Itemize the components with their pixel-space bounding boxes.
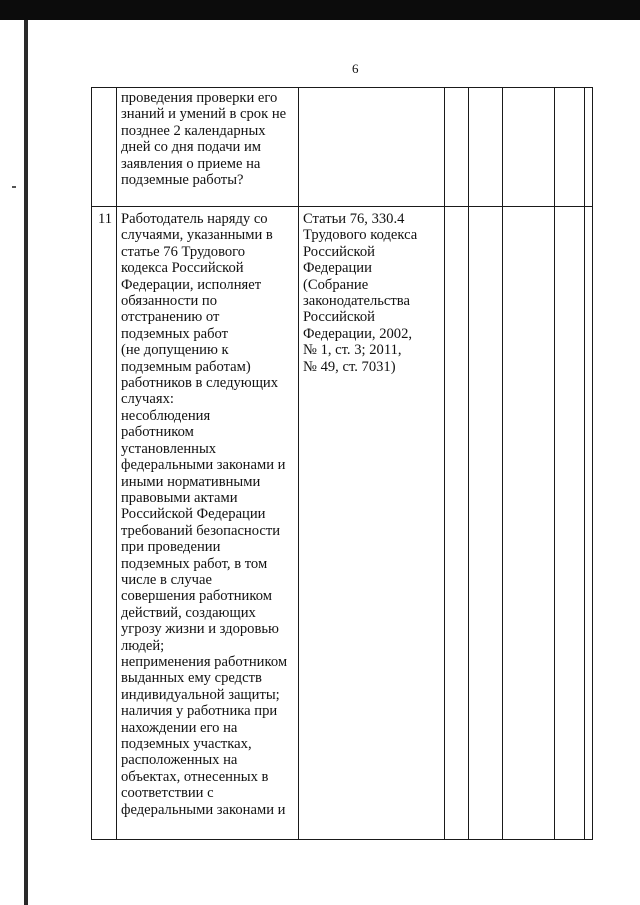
row-number-cell: [92, 88, 117, 207]
table-row: [92, 88, 593, 207]
table-row: [92, 207, 593, 840]
reference-text: Статьи 76, 330.4 Трудового кодекса Российской Федерации (Собрание законодательства Российской Федерации, 2002, № 1, ст. 3; 2011, № 49, ст. 7031): [303, 211, 418, 375]
requirement-cell: [117, 207, 299, 840]
empty-cell: [445, 207, 469, 840]
page-number: 6: [352, 61, 359, 76]
empty-cell: [445, 88, 469, 207]
scan-left-border: [24, 20, 28, 905]
empty-cell: [469, 88, 503, 207]
empty-cell: [555, 88, 585, 207]
checklist-table: [91, 87, 593, 840]
requirement-text: проведения проверки его знаний и умений в срок не позднее 2 календарных дней со дня подачи им заявления о приеме на подземные работы?: [121, 90, 287, 189]
scan-top-border: [0, 0, 640, 20]
empty-cell: [503, 88, 555, 207]
empty-cell: [503, 207, 555, 840]
empty-cell: [469, 207, 503, 840]
empty-cell: [585, 207, 593, 840]
margin-mark: [12, 186, 16, 188]
requirement-text: Работодатель наряду со случаями, указанными в статье 76 Трудового кодекса Российской Федерации, исполняет обязанности по отстранению от подземных работ (не допущению к подземным работам) работников в следующих случаях: несоблюдения работником установленных федеральными законами и иными нормативными правовыми актами Российской Федерации требований безопасности при проведении подземных работ, в том числе в случае совершения работником действий, создающих угрозу жизни и здоровью людей; неприменения работником выданных ему средств индивидуальной защиты; наличия у работника при нахождении его на подземных участках, расположенных на объектах, отнесенных в соответствии с федеральными законами и: [121, 211, 288, 818]
row-number: 11: [98, 211, 113, 227]
requirement-cell: [117, 88, 299, 207]
reference-cell: [299, 207, 445, 840]
empty-cell: [555, 207, 585, 840]
empty-cell: [585, 88, 593, 207]
row-number-cell: [92, 207, 117, 840]
reference-cell: [299, 88, 445, 207]
